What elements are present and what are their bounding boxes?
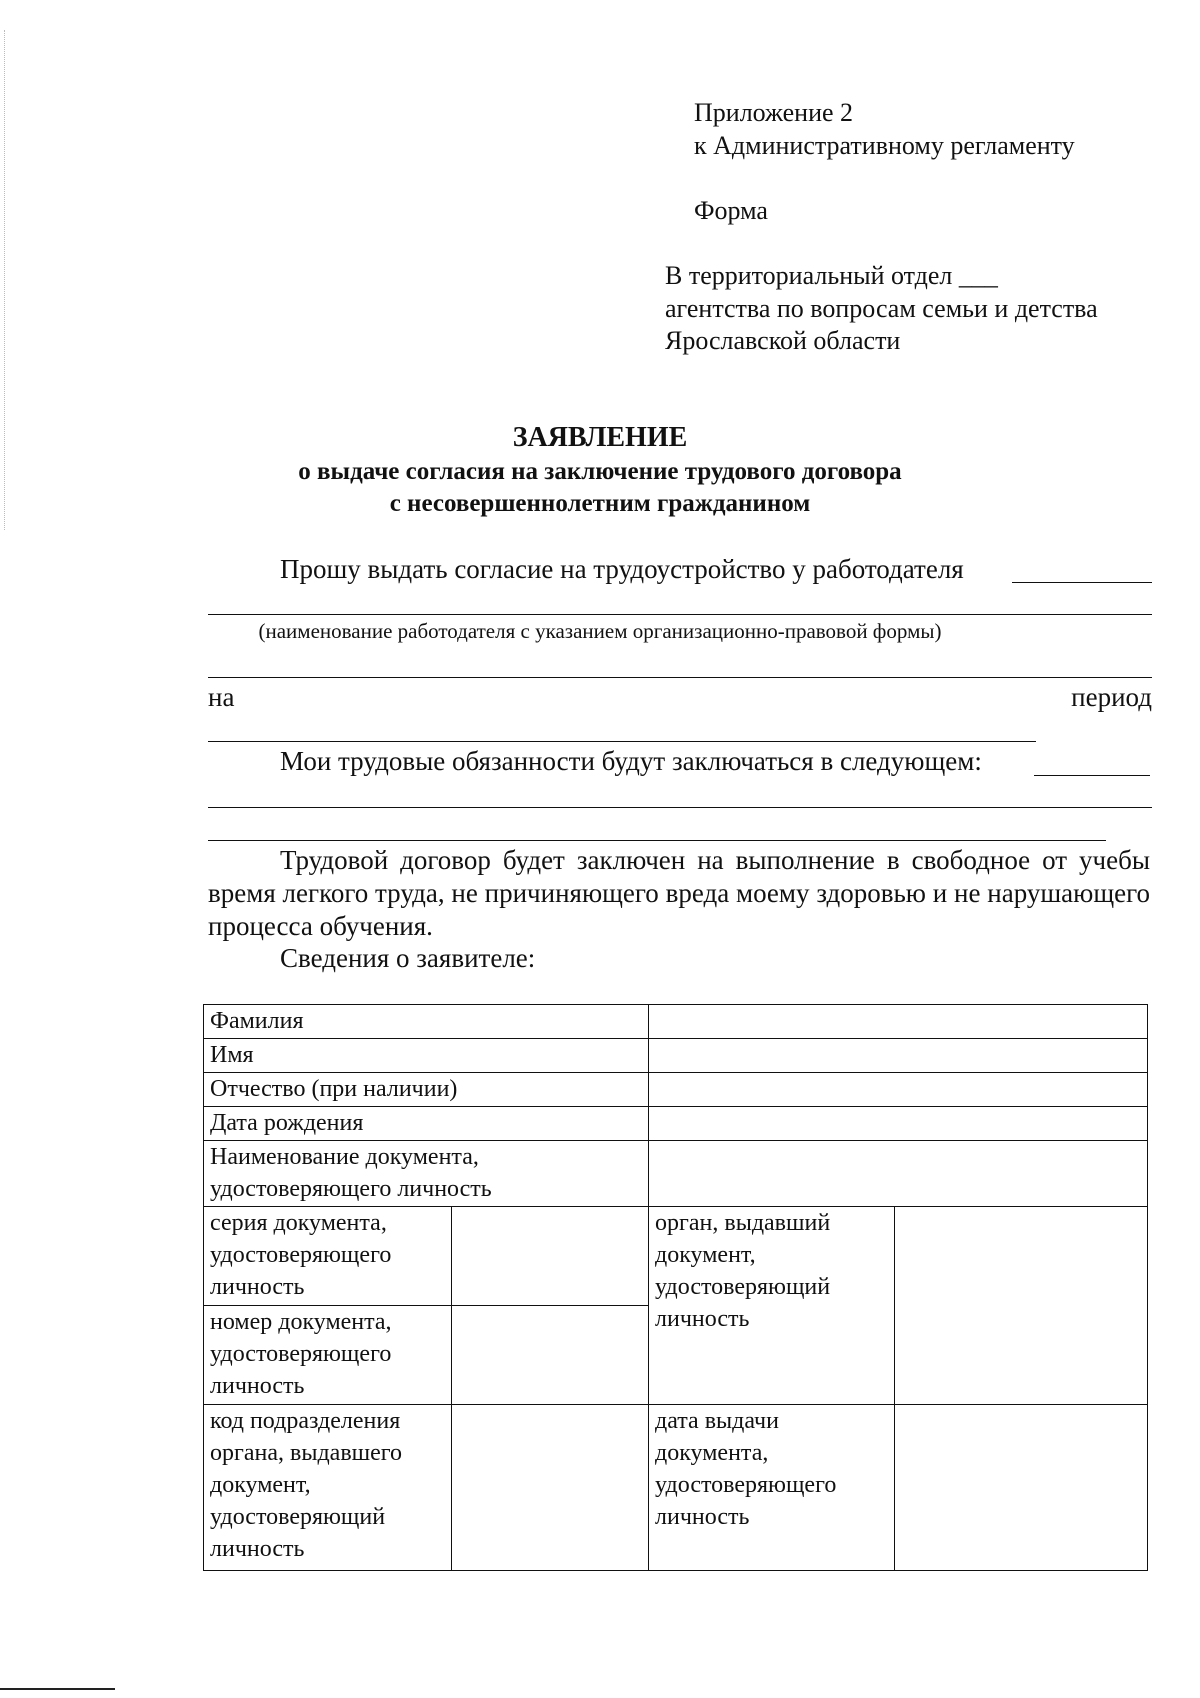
issue-date-label: дата выдачи документа, удостоверяющего личность [649, 1405, 895, 1571]
applicant-info-label: Сведения о заявителе: [280, 943, 536, 973]
table-row [204, 1073, 1148, 1107]
table-row [204, 1107, 1148, 1141]
addressee-line-1: В территориальный отдел ___ [665, 261, 998, 290]
duties-blank-inline[interactable] [1034, 775, 1150, 776]
period-label: период [1071, 682, 1152, 712]
document-subtitle-1: о выдаче согласия на заключение трудового договора [298, 458, 902, 485]
duties-text: Мои трудовые обязанности будут заключаться в следующем: [280, 746, 982, 776]
division-code-label: код подразделения органа, выдавшего документ, удостоверяющий личность [204, 1405, 452, 1571]
form-label: Форма [694, 196, 768, 225]
doc-number-label: номер документа, удостоверяющего личность [204, 1306, 452, 1405]
duties-blank-line-2[interactable] [208, 840, 1106, 841]
na-label: на [208, 682, 235, 712]
employer-blank-line[interactable] [208, 614, 1152, 615]
addressee-line-3: Ярославской области [665, 326, 901, 355]
patronymic-label: Отчество (при наличии) [204, 1073, 649, 1107]
period-blank-line[interactable] [208, 741, 1036, 742]
document-title: ЗАЯВЛЕНИЕ [512, 422, 688, 453]
table-row [204, 1405, 1148, 1571]
request-text: Прошу выдать согласие на трудоустройство у работодателя [280, 554, 964, 584]
name-label: Имя [204, 1039, 649, 1073]
footnote-separator [0, 1688, 115, 1690]
table-row [204, 1141, 1148, 1207]
applicant-table [203, 1004, 1148, 1571]
birth-date-value-cell[interactable] [649, 1107, 1148, 1141]
surname-label: Фамилия [204, 1005, 649, 1039]
doc-number-value-cell[interactable] [452, 1306, 649, 1405]
addressee-line-2: агентства по вопросам семьи и детства [665, 294, 1098, 323]
employer-caption: (наименование работодателя с указанием организационно-правовой формы) [258, 619, 942, 643]
doc-name-value-cell[interactable] [649, 1141, 1148, 1207]
table-row [204, 1207, 1148, 1306]
table-row [204, 1039, 1148, 1073]
issuing-body-value-cell[interactable] [895, 1207, 1148, 1405]
contract-paragraph: Трудовой договор будет заключен на выполнение в свободное от учебы время легкого труда, не причиняющего вреда моему здоровью и не нарушающего процесса обучения. [208, 845, 1150, 941]
issue-date-value-cell[interactable] [895, 1405, 1148, 1571]
scan-edge-mark [4, 30, 5, 530]
employer-blank-inline[interactable] [1012, 582, 1152, 583]
table-row [204, 1005, 1148, 1039]
appendix-label: Приложение 2 [694, 98, 854, 127]
document-subtitle-2: с несовершеннолетним гражданином [389, 490, 811, 517]
doc-series-value-cell[interactable] [452, 1207, 649, 1306]
birth-date-label: Дата рождения [204, 1107, 649, 1141]
division-code-value-cell[interactable] [452, 1405, 649, 1571]
issuing-body-label: орган, выдавший документ, удостоверяющий личность [649, 1207, 895, 1405]
employer-blank-line-2[interactable] [208, 677, 1152, 678]
doc-series-label: серия документа, удостоверяющего личность [204, 1207, 452, 1306]
surname-value-cell[interactable] [649, 1005, 1148, 1039]
regulation-label: к Административному регламенту [694, 131, 1075, 160]
doc-name-label: Наименование документа, удостоверяющего личность [204, 1141, 649, 1207]
name-value-cell[interactable] [649, 1039, 1148, 1073]
patronymic-value-cell[interactable] [649, 1073, 1148, 1107]
duties-blank-line-1[interactable] [208, 807, 1152, 808]
